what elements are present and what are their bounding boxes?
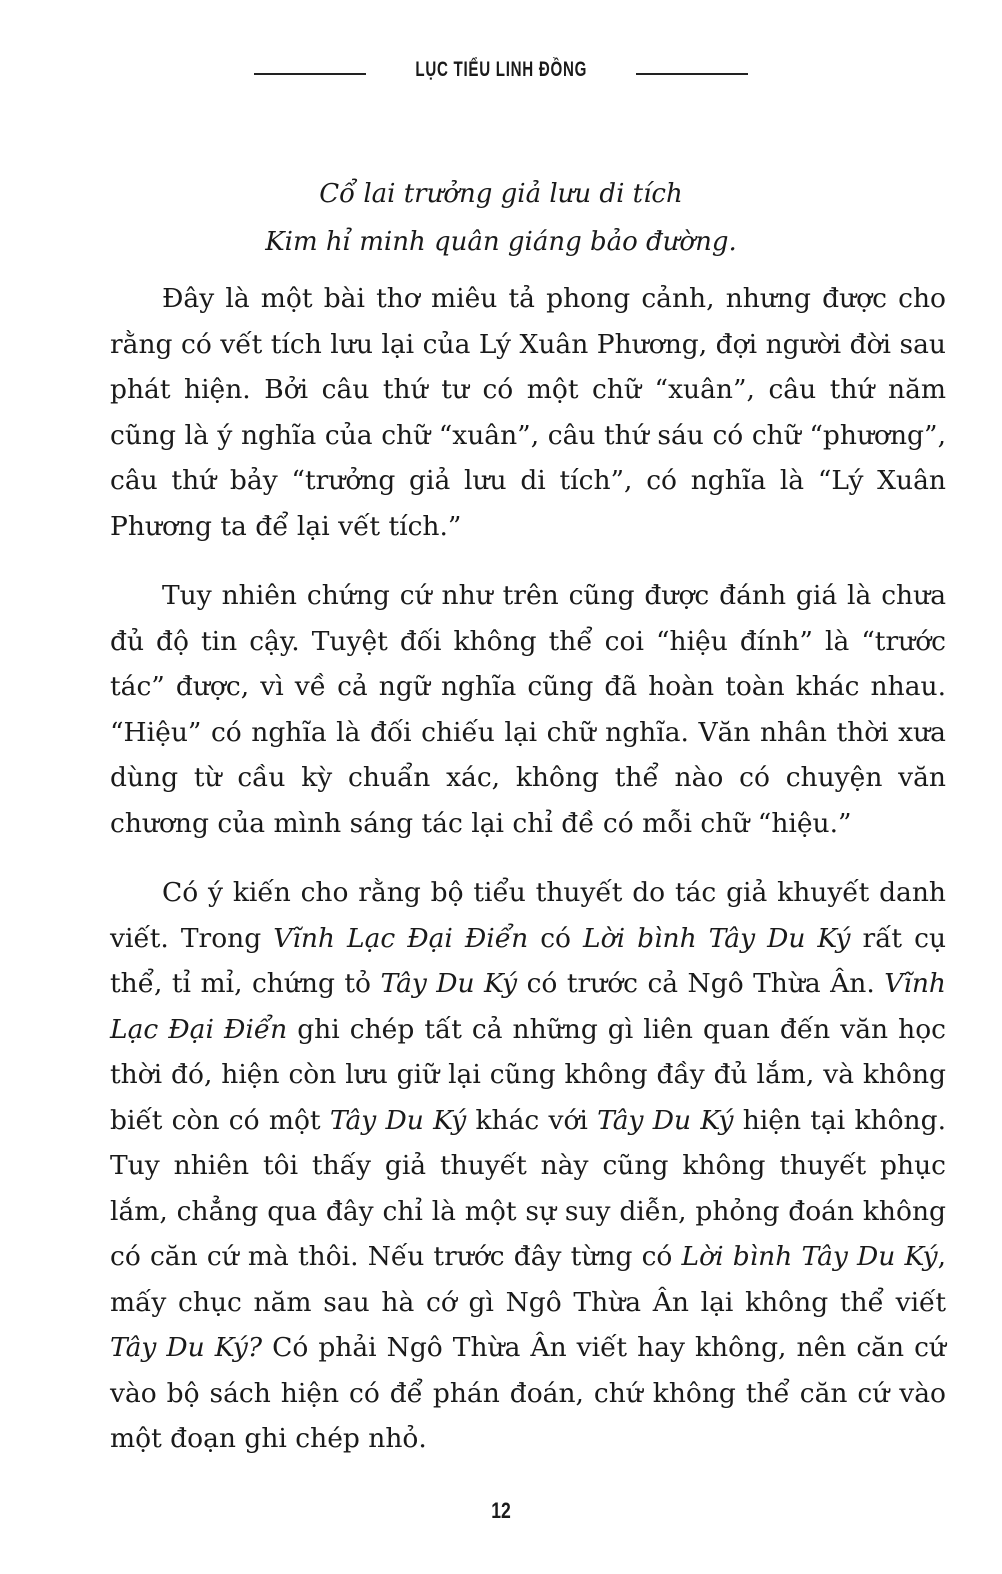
- verse-line-2: Kim hỉ minh quân giáng bảo đường.: [265, 227, 737, 257]
- book-title: Vĩnh Lạc Đại Điển: [273, 922, 529, 954]
- paragraph-3-text: ghi chép tất cả những gì liên quan đến văn học thời đó, hiện còn lưu giữ lại cũng không đầy đủ lắm, và không biết còn có một: [110, 1013, 946, 1136]
- book-title: Tây Du Ký: [329, 1104, 467, 1136]
- book-title: Vĩnh Lạc Đại Điển: [110, 968, 946, 1045]
- book-title: Tây Du Ký: [597, 1104, 734, 1136]
- verse-quote: [0, 170, 1002, 266]
- paragraph-3-text: khác với: [466, 1104, 598, 1136]
- book-title: Tây Du Ký?: [110, 1332, 263, 1363]
- body-text: [110, 276, 946, 1462]
- book-title: Lời bình Tây Du Ký: [681, 1241, 938, 1272]
- header-rule-left: [254, 73, 366, 75]
- book-title: Lời bình Tây Du Ký: [583, 922, 851, 954]
- running-header-title: LỤC TIỂU LINH ĐỒNG: [415, 58, 587, 81]
- paragraph-3: [110, 870, 946, 1462]
- paragraph-1: Đây là một bài thơ miêu tả phong cảnh, nhưng được cho rằng có vết tích lưu lại của Lý Xuân Phương, đợi người đời sau phát hiện. Bởi câu thứ tư có một chữ “xuân”, câu thứ năm cũng là ý nghĩa của chữ “xuân”, câu thứ sáu có chữ “phương”, câu thứ bảy “trưởng giả lưu di tích”, có nghĩa là “Lý Xuân Phương ta để lại vết tích.”: [110, 283, 946, 542]
- book-title: Tây Du Ký: [380, 968, 518, 999]
- paragraph-3-text: có trước cả Ngô Thừa Ân.: [517, 968, 885, 999]
- header-rule-right: [636, 73, 748, 75]
- paragraph-3-text: , mấy chục năm sau hà cớ gì Ngô Thừa Ân lại không thể viết: [110, 1241, 946, 1318]
- page-number: 12: [491, 1498, 511, 1523]
- verse-line-1: Cổ lai trưởng giả lưu di tích: [319, 179, 683, 209]
- paragraph-3-text: hiện tại không. Tuy nhiên tôi thấy giả thuyết này cũng không thuyết phục lắm, chẳng qua đây chỉ là một sự suy diễn, phỏng đoán không có căn cứ mà thôi. Nếu trước đây từng có: [110, 1104, 947, 1272]
- paragraph-3-text: Có phải Ngô Thừa Ân viết hay không, nên căn cứ vào bộ sách hiện có để phán đoán, chứ không thể căn cứ vào một đoạn ghi chép nhỏ.: [110, 1332, 946, 1454]
- paragraph-2: Tuy nhiên chứng cứ như trên cũng được đánh giá là chưa đủ độ tin cậy. Tuyệt đối không thể coi “hiệu đính” là “trước tác” được, vì về cả ngữ nghĩa cũng đã hoàn toàn khác nhau. “Hiệu” có nghĩa là đối chiếu lại chữ nghĩa. Văn nhân thời xưa dùng từ cầu kỳ chuẩn xác, không thể nào có chuyện văn chương của mình sáng tác lại chỉ đề có mỗi chữ “hiệu.”: [110, 580, 946, 839]
- paragraph-3-text: rất cụ thể, tỉ mỉ, chứng tỏ: [110, 922, 947, 999]
- paragraph-3-text: có: [528, 922, 584, 954]
- running-header: [0, 58, 1002, 82]
- paragraph-3-text: Có ý kiến cho rằng bộ tiểu thuyết do tác giả khuyết danh viết. Trong: [110, 877, 946, 954]
